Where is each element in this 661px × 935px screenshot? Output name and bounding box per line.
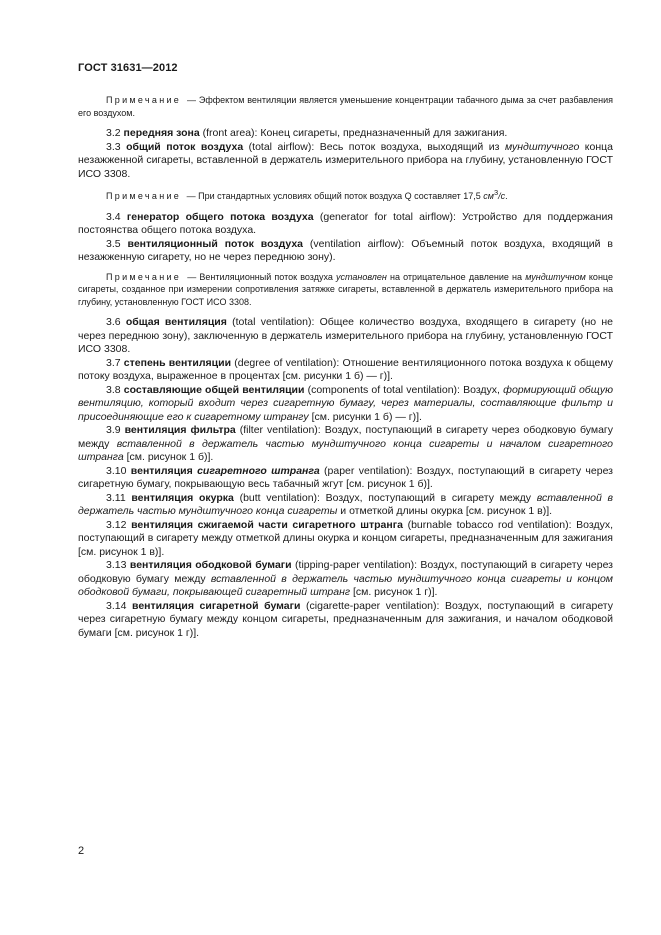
clause-term: степень вентиляции	[123, 356, 232, 369]
clause-definition-cont: и отметкой длины окурка [см. рисунок 1 в)].	[337, 505, 553, 517]
clause-3-7	[78, 357, 613, 384]
clause-3-4	[78, 211, 613, 238]
clause-number: 3.9	[106, 424, 125, 436]
clause-3-11	[78, 492, 613, 519]
note-dash: —	[184, 191, 199, 201]
clause-number: 3.14	[106, 599, 133, 612]
clause-definition: (components of total ventilation): Воздух,	[304, 383, 504, 396]
clause-number: 3.5	[106, 237, 128, 250]
note-2-unit-denominator: /с	[498, 191, 506, 201]
clause-3-12	[78, 519, 613, 560]
clause-definition: (cigarette-paper ventilation): Воздух, поступающий в сигарету через сигаретную бумагу между концом сигареты, предназначенным для зажигания, и началом ободковой бумаги [см. рисунок 1 г)].	[78, 599, 613, 639]
note-1-text: Эффектом вентиляции является уменьшение концентрации табачного дыма за счет разбавления его воздухом.	[78, 95, 613, 118]
clause-number: 3.7	[106, 356, 124, 369]
clause-term: вентиляция ободковой бумаги	[129, 559, 292, 571]
note-2-unit-exponent: 3	[493, 188, 499, 197]
clause-term: общий поток воздуха	[126, 140, 244, 153]
clause-emphasis: вставленной в держатель частью мундштучного конца сигареты и концом ободковой бумаги, покрывающей сигаретный штранг	[78, 572, 614, 598]
clause-definition-cont: [см. рисунок 1 б)].	[123, 451, 214, 463]
clause-definition-cont: [см. рисунки 1 б) — г)].	[308, 410, 422, 423]
clause-definition: (generator for total airflow): Устройство для поддержания постоянства общего потока воздуха.	[78, 210, 613, 236]
clause-term-emphasis: сигаретного штранга	[197, 464, 320, 477]
note-3-text: Вентиляционный поток воздуха	[199, 271, 337, 282]
clause-3-5	[78, 238, 613, 265]
note-3	[78, 271, 613, 309]
note-label: Примечание	[106, 191, 182, 201]
clause-emphasis: мундштучного	[504, 140, 580, 153]
clause-term: общая вентиляция	[125, 316, 227, 328]
note-2-text: При стандартных условиях общий поток воздуха Q составляет 17,5	[198, 191, 484, 201]
clause-definition: (ventilation airflow): Объемный поток воздуха, входящий в незажженную сигарету, но не через переднюю зону).	[78, 237, 614, 263]
note-3-emphasis-2: мундштучном	[525, 271, 586, 282]
page-header-standard-code: ГОСТ 31631—2012	[78, 62, 178, 74]
clause-term: вентиляция фильтра	[124, 424, 236, 436]
clause-3-6	[78, 316, 613, 357]
page-number: 2	[78, 845, 85, 857]
clause-3-8	[78, 384, 613, 425]
note-2-text-end: .	[505, 191, 508, 201]
clause-3-14	[78, 600, 613, 641]
clause-definition: (total airflow): Весь поток воздуха, выходящий из	[243, 140, 505, 153]
document-body	[78, 94, 613, 640]
clause-3-10	[78, 465, 613, 492]
clause-emphasis: вставленной в держатель частью мундштучного конца сигареты	[78, 491, 613, 517]
clause-definition: (total ventilation): Общее количество воздуха, входящего в сигарету (но не через переднюю зону), заключенную в держатель измерительного прибора на глубину, установленную ГОСТ ИСО 3308.	[78, 316, 614, 355]
clause-term: вентиляционный поток воздуха	[127, 237, 304, 250]
clause-term: вентиляция сигаретной бумаги	[132, 599, 301, 612]
clause-number: 3.4	[106, 210, 127, 223]
note-3-text-end: конце сигареты, созданное при измерении сопротивления затяжке сигареты, вставленной в держатель измерительного прибора на глубину, установленную ГОСТ ИСО 3308.	[78, 271, 613, 307]
clause-number: 3.10	[106, 464, 131, 477]
clause-definition: (filter ventilation): Воздух, поступающий в сигарету через ободковую бумагу между	[78, 424, 613, 450]
clause-term: составляющие общей вентиляции	[123, 383, 305, 396]
clause-term: вентиляция	[130, 464, 198, 477]
clause-number: 3.3	[106, 140, 127, 153]
clause-3-13	[78, 559, 613, 600]
clause-3-9	[78, 424, 613, 465]
clause-term: передняя зона	[123, 127, 200, 139]
note-dash: —	[184, 271, 200, 282]
clause-number: 3.2	[106, 127, 124, 139]
clause-number: 3.13	[106, 559, 130, 571]
clause-number: 3.11	[106, 491, 132, 504]
clause-number: 3.12	[106, 518, 132, 531]
note-2-unit: см	[483, 191, 494, 201]
clause-definition: (front area): Конец сигареты, предназначенный для зажигания.	[199, 127, 508, 139]
note-dash: —	[184, 95, 199, 105]
note-1	[78, 94, 613, 119]
clause-definition: (burnable tobacco rod ventilation): Воздух, поступающий в сигарету между отметкой длины окурка и концом сигареты, предназначенным для зажигания [см. рисунок 1 в)].	[78, 518, 613, 558]
note-2	[78, 187, 613, 203]
clause-definition-cont: [см. рисунок 1 г)].	[350, 586, 438, 598]
clause-definition: (paper ventilation): Воздух, поступающий в сигарету через сигаретную бумагу, покрывающую весь табачный жгут [см. рисунок 1 б)].	[78, 464, 613, 490]
clause-definition: (butt ventilation): Воздух, поступающий в сигарету между	[233, 491, 537, 504]
clause-emphasis: формирующий общую вентиляцию, который входит через сигаретную бумагу, через материалы, составляющие фильтр и присоединяющие его к сигаретному штрангу	[78, 383, 614, 423]
clause-definition: (degree of ventilation): Отношение вентиляционного потока воздуха к общему потоку воздуха, выраженное в процентах [см. рисунки 1 б) — г)].	[78, 356, 613, 382]
clause-emphasis: вставленной в держатель частью мундштучного конца сигареты и началом сигаретного штранга	[78, 437, 613, 463]
note-3-text-cont: на отрицательное давление на	[386, 271, 526, 282]
clause-3-3	[78, 141, 613, 182]
clause-definition: (tipping-paper ventilation): Воздух, поступающий в сигарету через ободковую бумагу между	[78, 559, 613, 585]
clause-number: 3.8	[106, 383, 124, 396]
clause-term: генератор общего потока воздуха	[126, 210, 314, 223]
note-label: Примечание	[106, 95, 182, 105]
clause-3-2	[78, 127, 613, 141]
clause-term: вентиляция окурка	[131, 491, 234, 504]
note-3-emphasis: установлен	[336, 271, 387, 282]
note-label: Примечание	[106, 271, 182, 282]
clause-term: вентиляция сжигаемой части сигаретного штранга	[131, 518, 403, 531]
clause-number: 3.6	[106, 316, 126, 328]
clause-definition-cont: конца незажженной сигареты, вставленной в держатель измерительного прибора на глубину, установленную ГОСТ ИСО 3308.	[78, 140, 614, 180]
